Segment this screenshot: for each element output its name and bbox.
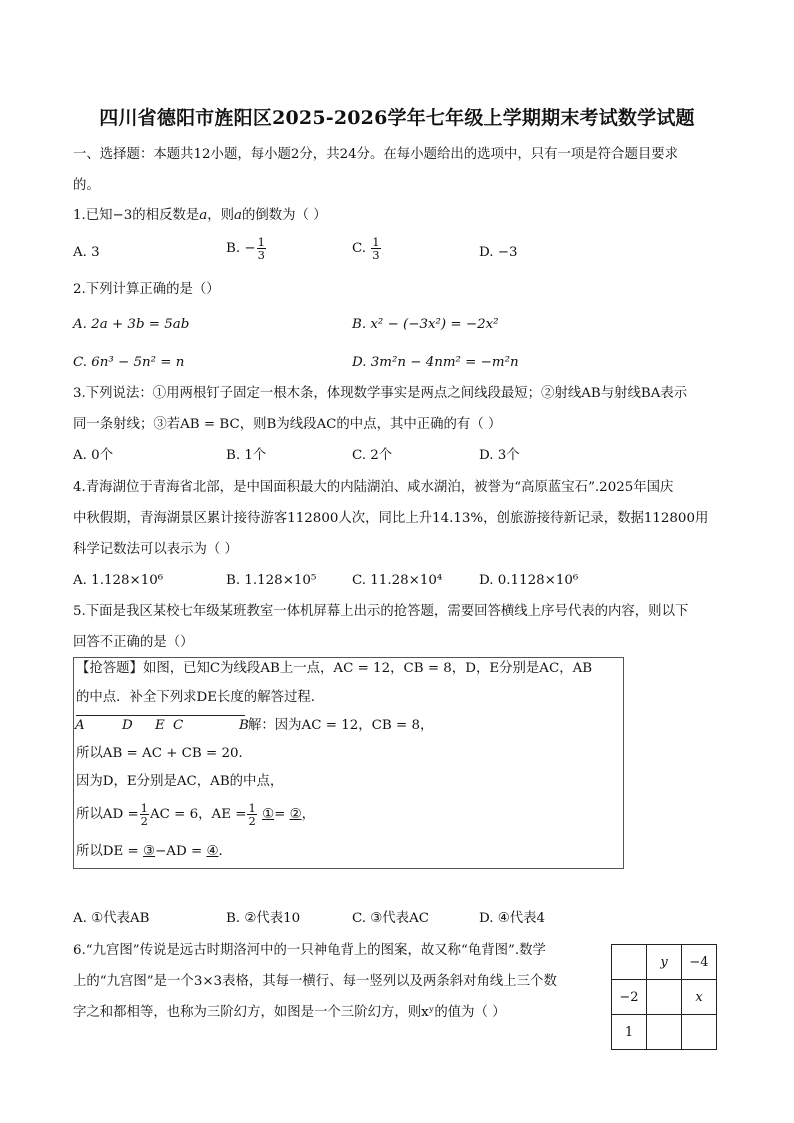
- question-4-line1: 4.青海湖位于青海省北部，是中国面积最大的内陆湖泊、咸水湖泊，被誉为“高原蓝宝石”.2025年国庆: [73, 480, 674, 495]
- question-1-option-d[interactable]: D. −3: [479, 245, 518, 260]
- segment-ab: [76, 715, 245, 716]
- question-1-option-b[interactable]: B. − $\frac{1}{3}$: [226, 235, 265, 262]
- point-label-c: C: [173, 718, 184, 733]
- fraction: $\frac{1}{3}$: [372, 235, 380, 262]
- question-4-line3: 科学记数法可以表示为（ ）: [73, 542, 238, 557]
- question-4-line2: 中秋假期，青海湖景区累计接待游客112800人次，同比上升14.13%，创旅游接待新记录，数据112800用: [73, 511, 709, 526]
- question-3-option-c[interactable]: C. 2个: [352, 448, 393, 463]
- magic-square-cell: [647, 1015, 682, 1050]
- question-6-line3: 字之和都相等，也称为三阶幻方，如图是一个三阶幻方，则xʸ的值为（ ）: [73, 1005, 506, 1020]
- question-2-option-c[interactable]: C. 6n³ − 5n² = n: [73, 355, 185, 370]
- question-2-option-b[interactable]: B. x² − (−3x²) = −2x²: [352, 317, 499, 332]
- quiz-box-line7: 所以DE = ③−AD = ④．: [76, 844, 232, 859]
- question-2-option-a[interactable]: A. 2a + 3b = 5ab: [73, 317, 190, 332]
- question-5-line1: 5.下面是我区某校七年级某班教室一体机屏幕上出示的抢答题，需要回答横线上序号代表的内容，则以下: [73, 604, 689, 619]
- question-1-option-c[interactable]: C. $\frac{1}{3}$: [352, 235, 380, 262]
- question-4-option-b[interactable]: B. 1.128×10⁵: [226, 573, 317, 588]
- magic-square: [611, 944, 717, 1050]
- question-5-option-b[interactable]: B. ②代表10: [226, 911, 301, 926]
- question-4-option-c[interactable]: C. 11.28×10⁴: [352, 573, 443, 588]
- quiz-box-line2: 的中点．补全下列求DE长度的解答过程．: [76, 690, 325, 705]
- magic-square-cell: −2: [612, 980, 647, 1015]
- question-2-option-d[interactable]: D. 3m²n − 4nm² = −m²n: [352, 355, 519, 370]
- blank-3: ③: [143, 844, 156, 859]
- question-4-option-a[interactable]: A. 1.128×10⁶: [73, 573, 164, 588]
- question-5-option-a[interactable]: A. ①代表AB: [73, 911, 150, 926]
- question-1-stem: 1.已知−3的相反数是a，则a的倒数为（ ）: [73, 208, 327, 223]
- fraction: $\frac{1}{3}$: [257, 235, 265, 262]
- question-3-option-a[interactable]: A. 0个: [73, 448, 114, 463]
- section-heading-line2: 的。: [73, 178, 100, 193]
- magic-square-cell: [647, 980, 682, 1015]
- quiz-box-line5: 因为D，E分别是AC，AB的中点，: [76, 774, 284, 789]
- blank-1: ①: [262, 807, 275, 822]
- blank-4: ④: [206, 844, 219, 859]
- point-label-a: A: [75, 718, 85, 733]
- magic-square-cell: y: [647, 945, 682, 980]
- magic-square-cell: −4: [682, 945, 717, 980]
- fraction-half: $\frac{1}{2}$: [248, 801, 256, 828]
- point-label-d: D: [122, 718, 133, 733]
- quiz-box-line4: 所以AB = AC + CB = 20．: [76, 746, 252, 761]
- question-3-line1: 3.下列说法：①用两根钉子固定一根木条，体现数学事实是两点之间线段最短；②射线AB与射线BA表示: [73, 386, 688, 401]
- fraction-half: $\frac{1}{2}$: [140, 801, 148, 828]
- question-2-stem: 2.下列计算正确的是（）: [73, 282, 220, 297]
- question-6-line1: 6.“九宫图”传说是远古时期洛河中的一只神龟背上的图案，故又称“龟背图”.数学: [73, 943, 546, 958]
- magic-square-cell: [682, 1015, 717, 1050]
- magic-square-cell: x: [682, 980, 717, 1015]
- question-5-line2: 回答不正确的是（）: [73, 635, 194, 650]
- blank-2: ②: [289, 807, 302, 822]
- question-5-option-d[interactable]: D. ④代表4: [479, 911, 546, 926]
- question-3-option-d[interactable]: D. 3个: [479, 448, 520, 463]
- magic-square-cell: 1: [612, 1015, 647, 1050]
- point-label-b: B: [239, 718, 249, 733]
- quiz-box-line1: 【抢答题】如图，已知C为线段AB上一点，AC = 12，CB = 8，D，E分别是AC，AB: [76, 661, 593, 676]
- quiz-box-line3: 解：因为AC = 12，CB = 8，: [248, 718, 434, 733]
- question-6-line2: 上的“九宫图”是一个3×3表格，其每一横行、每一竖列以及两条斜对角线上三个数: [73, 974, 557, 989]
- question-4-option-d[interactable]: D. 0.1128×10⁶: [479, 573, 579, 588]
- question-3-option-b[interactable]: B. 1个: [226, 448, 267, 463]
- quiz-box-line6: 所以AD = $\frac{1}{2}$ AC = 6，AE = $\frac{1}{2}$ ①= ②，: [76, 801, 315, 828]
- page-title: 四川省德阳市旌阳区2025-2026学年七年级上学期期末考试数学试题: [99, 107, 695, 129]
- point-label-e: E: [155, 718, 165, 733]
- question-3-line2: 同一条射线；③若AB = BC，则B为线段AC的中点，其中正确的有（ ）: [73, 417, 502, 432]
- question-5-option-c[interactable]: C. ③代表AC: [352, 911, 429, 926]
- section-heading-line1: 一、选择题：本题共12小题，每小题2分，共24分。在每小题给出的选项中，只有一项是符合题目要求: [73, 147, 679, 162]
- magic-square-cell: [612, 945, 647, 980]
- question-1-option-a[interactable]: A. 3: [73, 245, 100, 260]
